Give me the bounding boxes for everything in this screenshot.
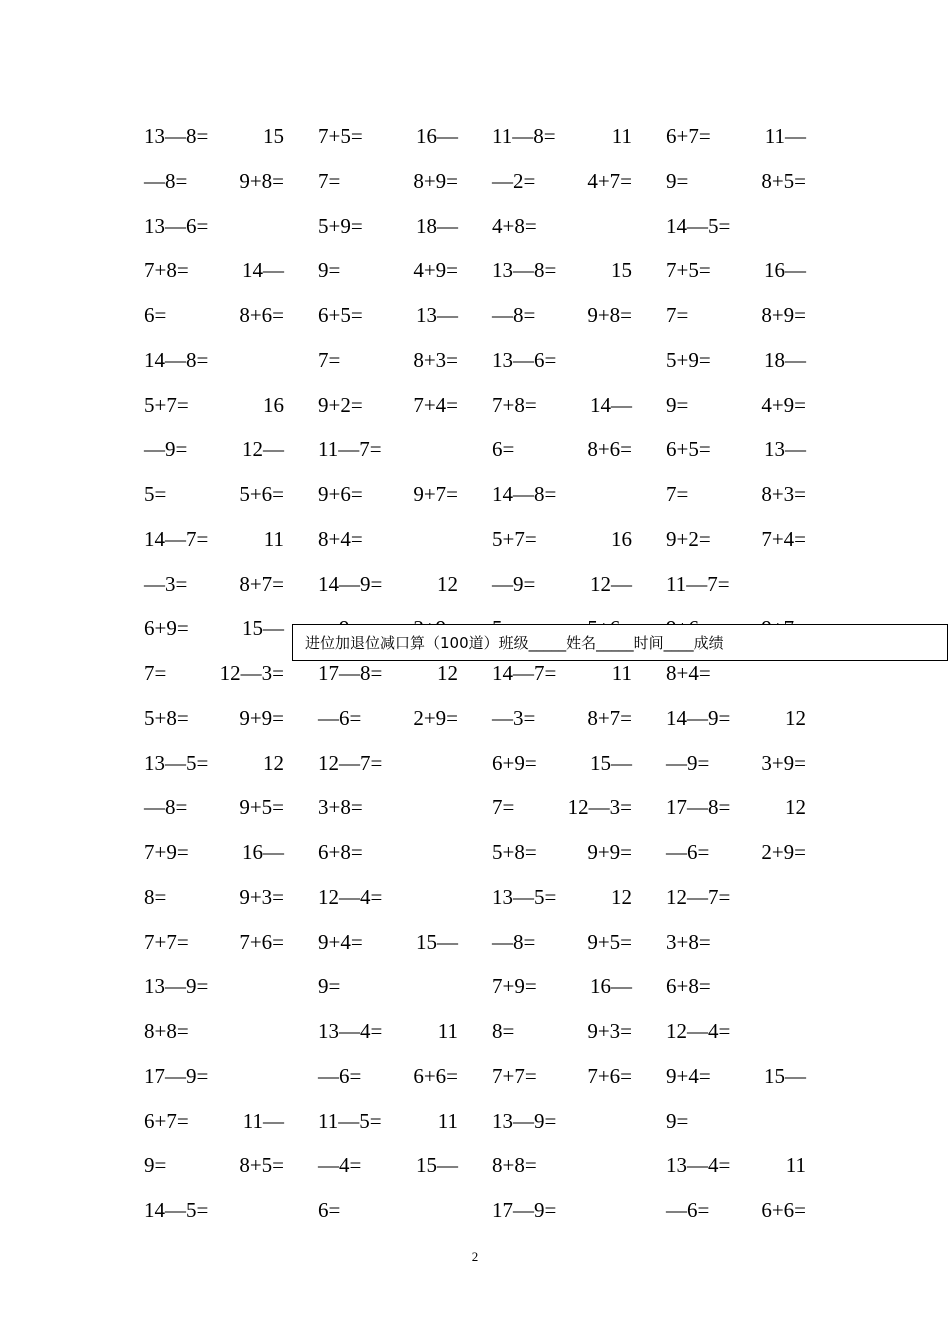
problem-cell: 11 — [437, 1108, 458, 1133]
problem-cell: 13—8= — [144, 124, 209, 148]
problem-cell: 9= — [666, 392, 689, 417]
problem-cell: 9+3= — [587, 1019, 632, 1043]
problem-cell: 7+8= — [492, 392, 537, 417]
problem-cell: 13—8= — [492, 258, 557, 283]
problem-cell: 16— — [416, 124, 458, 148]
problem-cell: 6= — [318, 1198, 341, 1222]
problem-cell: 8= — [492, 1019, 515, 1043]
problem-cell: 2+9= — [761, 840, 806, 864]
problem-cell: 8+3= — [413, 347, 458, 372]
problem-cell: —6= — [318, 705, 362, 730]
problem-cell: 13—9= — [144, 974, 209, 999]
problem-cell: 12 — [785, 795, 806, 820]
problem-cell: 13—4= — [318, 1019, 383, 1043]
problem-cell: 7+4= — [761, 526, 806, 551]
problem-cell: 7+7= — [492, 1063, 537, 1088]
problem-cell: 12—3= — [219, 661, 284, 685]
problem-cell: 6+5= — [666, 437, 711, 462]
problem-cell: 3+9= — [761, 750, 806, 775]
problem-cell: 5+7= — [492, 526, 537, 551]
problem-cell: 6+9= — [144, 616, 189, 641]
problem-cell: 16— — [764, 258, 806, 283]
problem-cell: —8= — [144, 168, 188, 193]
problem-cell: —2= — [492, 168, 536, 193]
problem-cell: 4+9= — [761, 392, 806, 417]
worksheet-header-box — [292, 624, 948, 661]
problem-cell: —8= — [492, 303, 536, 327]
problem-cell: 7+4= — [413, 392, 458, 417]
problem-cell: 14—7= — [144, 526, 209, 551]
problem-cell: —4= — [318, 1153, 362, 1178]
problem-cell: 9+7= — [413, 482, 458, 506]
problem-cell: 7+5= — [318, 124, 363, 148]
problem-cell: 7= — [318, 347, 341, 372]
problem-cell: 14—7= — [492, 661, 557, 685]
problem-cell: 6+7= — [666, 124, 711, 148]
problem-cell: —3= — [492, 705, 536, 730]
problem-cell: —3= — [144, 571, 188, 596]
problem-cell: 8+9= — [761, 303, 806, 327]
problem-cell: 7+6= — [587, 1063, 632, 1088]
problem-cell: 12— — [590, 571, 632, 596]
problem-cell: 8+7= — [587, 705, 632, 730]
problem-cell: 7+5= — [666, 258, 711, 283]
problem-cell: 14—8= — [492, 482, 557, 506]
problem-cell: 5+9= — [666, 347, 711, 372]
problem-cell: 5+7= — [144, 392, 189, 417]
problem-cell: 8= — [144, 884, 167, 909]
problem-cell: 5+6= — [239, 482, 284, 506]
problem-cell: 8+9= — [413, 168, 458, 193]
problem-cell: 9+4= — [666, 1063, 711, 1088]
problem-cell: 6+9= — [492, 750, 537, 775]
problem-cell: 7+6= — [239, 929, 284, 954]
problem-cell: —9= — [492, 571, 536, 596]
problem-cell: 5+9= — [318, 213, 363, 238]
problem-cell: 8+5= — [761, 168, 806, 193]
problem-cell: 12 — [437, 661, 458, 685]
problem-cell: 13—4= — [666, 1153, 731, 1178]
problem-cell: 6+6= — [413, 1063, 458, 1088]
problem-cell: 2+9= — [413, 705, 458, 730]
problem-cell: 13—5= — [144, 750, 209, 775]
problem-cell: —6= — [666, 1198, 710, 1222]
problem-cell: 9+8= — [239, 168, 284, 193]
problem-cell: 7+9= — [492, 974, 537, 999]
problem-cell: 16— — [590, 974, 632, 999]
problem-cell: 9+4= — [318, 929, 363, 954]
problem-cell: 5+8= — [144, 705, 189, 730]
problem-cell: 8+6= — [239, 303, 284, 327]
problem-cell: 6+5= — [318, 303, 363, 327]
problem-cell: 6+6= — [761, 1198, 806, 1222]
problem-cell: 11— — [764, 124, 806, 148]
problem-cell: 13—6= — [492, 347, 557, 372]
problem-cell: 12 — [611, 884, 632, 909]
problem-cell: 3+8= — [666, 929, 711, 954]
problem-cell: 14—5= — [144, 1198, 209, 1222]
problem-cell: —9= — [144, 437, 188, 462]
problem-cell: 8+7= — [239, 571, 284, 596]
problem-cell: 8+6= — [587, 437, 632, 462]
problem-cell: 9+2= — [318, 392, 363, 417]
problem-cell: 11 — [611, 124, 632, 148]
problem-cell: —8= — [144, 795, 188, 820]
problem-cell: 8+3= — [761, 482, 806, 506]
problem-cell: 14— — [242, 258, 284, 283]
worksheet-title: 进位加退位减口算（100道）班级_____姓名_____时间____成绩 — [305, 634, 724, 652]
problem-cell: 8+5= — [239, 1153, 284, 1178]
problem-cell: 16 — [263, 392, 284, 417]
problem-cell: 9+6= — [318, 482, 363, 506]
problem-cell: —6= — [666, 840, 710, 864]
problem-cell: 15— — [590, 750, 632, 775]
problem-cell: 17—9= — [144, 1063, 209, 1088]
problem-cell: 15 — [611, 258, 632, 283]
problem-cell: 18— — [764, 347, 806, 372]
problem-cell: 9+3= — [239, 884, 284, 909]
problem-cell: 13— — [764, 437, 806, 462]
problem-cell: 14—5= — [666, 213, 731, 238]
problem-cell: 17—8= — [318, 661, 383, 685]
problem-cell: 9+5= — [239, 795, 284, 820]
problem-cell: 7= — [492, 795, 515, 820]
problem-cell: 12— — [242, 437, 284, 462]
problem-cell: 14—9= — [318, 571, 383, 596]
problem-cell: 6+8= — [666, 974, 711, 999]
problem-cell: 13—6= — [144, 213, 209, 238]
problem-cell: 7= — [318, 168, 341, 193]
problem-cell: 11—5= — [318, 1108, 382, 1133]
problem-cell: 9= — [318, 974, 341, 999]
problem-cell: 9= — [666, 1108, 689, 1133]
problem-cell: —6= — [318, 1063, 362, 1088]
problem-cell: 5+8= — [492, 840, 537, 864]
problem-cell: 6= — [144, 303, 167, 327]
problem-cell: 11—8= — [492, 124, 556, 148]
problem-cell: 9= — [144, 1153, 167, 1178]
problem-cell: 5= — [144, 482, 167, 506]
problem-cell: 7+8= — [144, 258, 189, 283]
problem-cell: 12 — [437, 571, 458, 596]
problem-cell: 11 — [437, 1019, 458, 1043]
problem-cell: 11 — [611, 661, 632, 685]
problem-cell: 12 — [785, 705, 806, 730]
problem-cell: 7= — [666, 482, 689, 506]
problem-cell: 13—9= — [492, 1108, 557, 1133]
problem-cell: 12 — [263, 750, 284, 775]
problem-cell: 16— — [242, 840, 284, 864]
problem-cell: 6+7= — [144, 1108, 189, 1133]
problem-cell: —8= — [492, 929, 536, 954]
problem-cell: 14— — [590, 392, 632, 417]
problem-cell: 6= — [492, 437, 515, 462]
problem-cell: 4+9= — [413, 258, 458, 283]
problem-cell: 9+8= — [587, 303, 632, 327]
problem-cell: 15— — [764, 1063, 806, 1088]
problem-cell: 18— — [416, 213, 458, 238]
problem-cell: 8+4= — [318, 526, 363, 551]
problem-cell: 12—4= — [318, 884, 383, 909]
problem-cell: 8+8= — [492, 1153, 537, 1178]
page-number: 2 — [471, 1249, 479, 1264]
problem-cell: 7= — [144, 661, 167, 685]
problem-cell: 9+2= — [666, 526, 711, 551]
problem-cell: 4+8= — [492, 213, 537, 238]
problem-cell: —9= — [666, 750, 710, 775]
problem-cell: 7= — [666, 303, 689, 327]
problem-cell: 9+9= — [239, 705, 284, 730]
problem-cell: 15— — [416, 929, 458, 954]
problem-cell: 12—3= — [567, 795, 632, 820]
problem-cell: 8+8= — [144, 1019, 189, 1043]
problem-cell: 7+7= — [144, 929, 189, 954]
problem-cell: 11 — [263, 526, 284, 551]
problem-cell: 9= — [666, 168, 689, 193]
problem-cell: 13—5= — [492, 884, 557, 909]
problem-cell: 15— — [416, 1153, 458, 1178]
problem-cell: 3+8= — [318, 795, 363, 820]
problem-cell: 9+9= — [587, 840, 632, 864]
problem-cell: 6+8= — [318, 840, 363, 864]
problem-cell: 4+7= — [587, 168, 632, 193]
problem-cell: 17—8= — [666, 795, 731, 820]
problem-cell: 15— — [242, 616, 284, 641]
problem-cell: 12—7= — [666, 884, 731, 909]
problem-cell: 8+4= — [666, 661, 711, 685]
problem-cell: 15 — [263, 124, 284, 148]
problem-cell: 11 — [785, 1153, 806, 1178]
problem-cell: 9= — [318, 258, 341, 283]
problem-cell: 13— — [416, 303, 458, 327]
problem-cell: 11— — [242, 1108, 284, 1133]
problem-cell: 11—7= — [666, 571, 730, 596]
problem-cell: 17—9= — [492, 1198, 557, 1222]
problem-cell: 11—7= — [318, 437, 382, 462]
problem-cell: 12—4= — [666, 1019, 731, 1043]
problem-cell: 9+5= — [587, 929, 632, 954]
problem-cell: 16 — [611, 526, 632, 551]
problem-cell: 14—8= — [144, 347, 209, 372]
problem-cell: 12—7= — [318, 750, 383, 775]
problem-cell: 14—9= — [666, 705, 731, 730]
problem-cell: 7+9= — [144, 840, 189, 864]
